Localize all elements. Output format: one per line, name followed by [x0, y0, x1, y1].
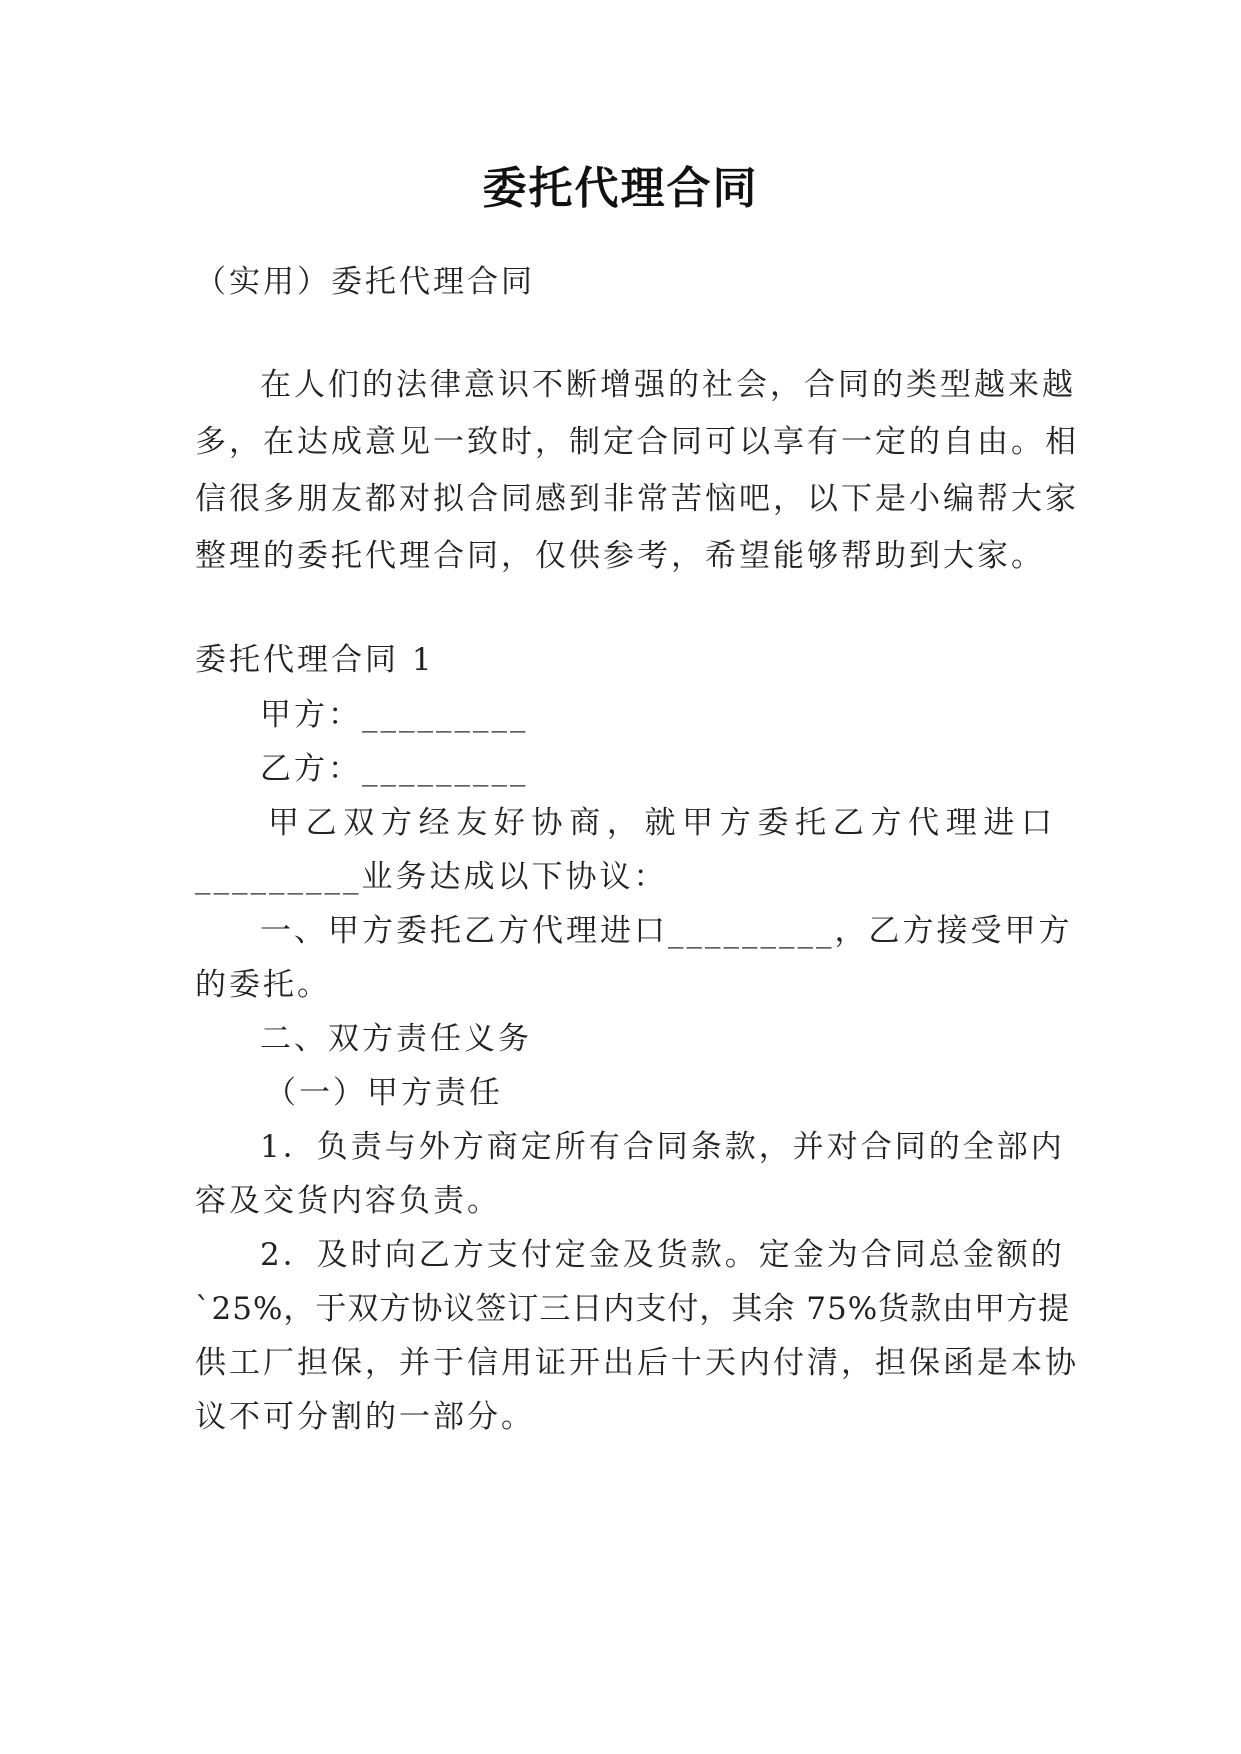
clause-1-line-2: 的委托。 — [195, 967, 331, 1003]
party-a-duties-heading: （一）甲方责任 — [265, 1075, 503, 1111]
item-2-line-1: 2．及时向乙方支付定金及货款。定金为合同总金额的 — [260, 1237, 1065, 1273]
party-a-line: 甲方：_________ — [260, 697, 529, 733]
intro-line-1: 在人们的法律意识不断增强的社会，合同的类型越来越 — [260, 367, 1076, 403]
document-title: 委托代理合同 — [482, 163, 759, 214]
item-2-line-2: `25%，于双方协议签订三日内支付，其余 75%货款由甲方提 — [195, 1291, 1071, 1327]
intro-line-4: 整理的委托代理合同，仅供参考，希望能够帮助到大家。 — [195, 538, 1045, 574]
intro-line-2: 多，在达成意见一致时，制定合同可以享有一定的自由。相 — [195, 424, 1079, 460]
contract-heading: 委托代理合同 1 — [195, 642, 435, 678]
item-1-line-1: 1．负责与外方商定所有合同条款，并对合同的全部内 — [260, 1129, 1065, 1165]
party-b-line: 乙方：_________ — [260, 751, 529, 787]
preamble-line-2: _________业务达成以下协议： — [195, 859, 668, 895]
preamble-line-1: 甲乙双方经友好协商，就甲方委托乙方代理进口 — [268, 805, 1055, 841]
item-2-line-4: 议不可分割的一部分。 — [195, 1399, 535, 1435]
clause-2-heading: 二、双方责任义务 — [260, 1021, 532, 1057]
intro-line-3: 信很多朋友都对拟合同感到非常苦恼吧，以下是小编帮大家 — [195, 481, 1079, 517]
item-2-line-3: 供工厂担保，并于信用证开出后十天内付清，担保函是本协 — [195, 1345, 1079, 1381]
item-1-line-2: 容及交货内容负责。 — [195, 1183, 501, 1219]
document-subtitle: （实用）委托代理合同 — [195, 264, 535, 300]
clause-1-line-1: 一、甲方委托乙方代理进口_________，乙方接受甲方 — [260, 913, 1073, 949]
